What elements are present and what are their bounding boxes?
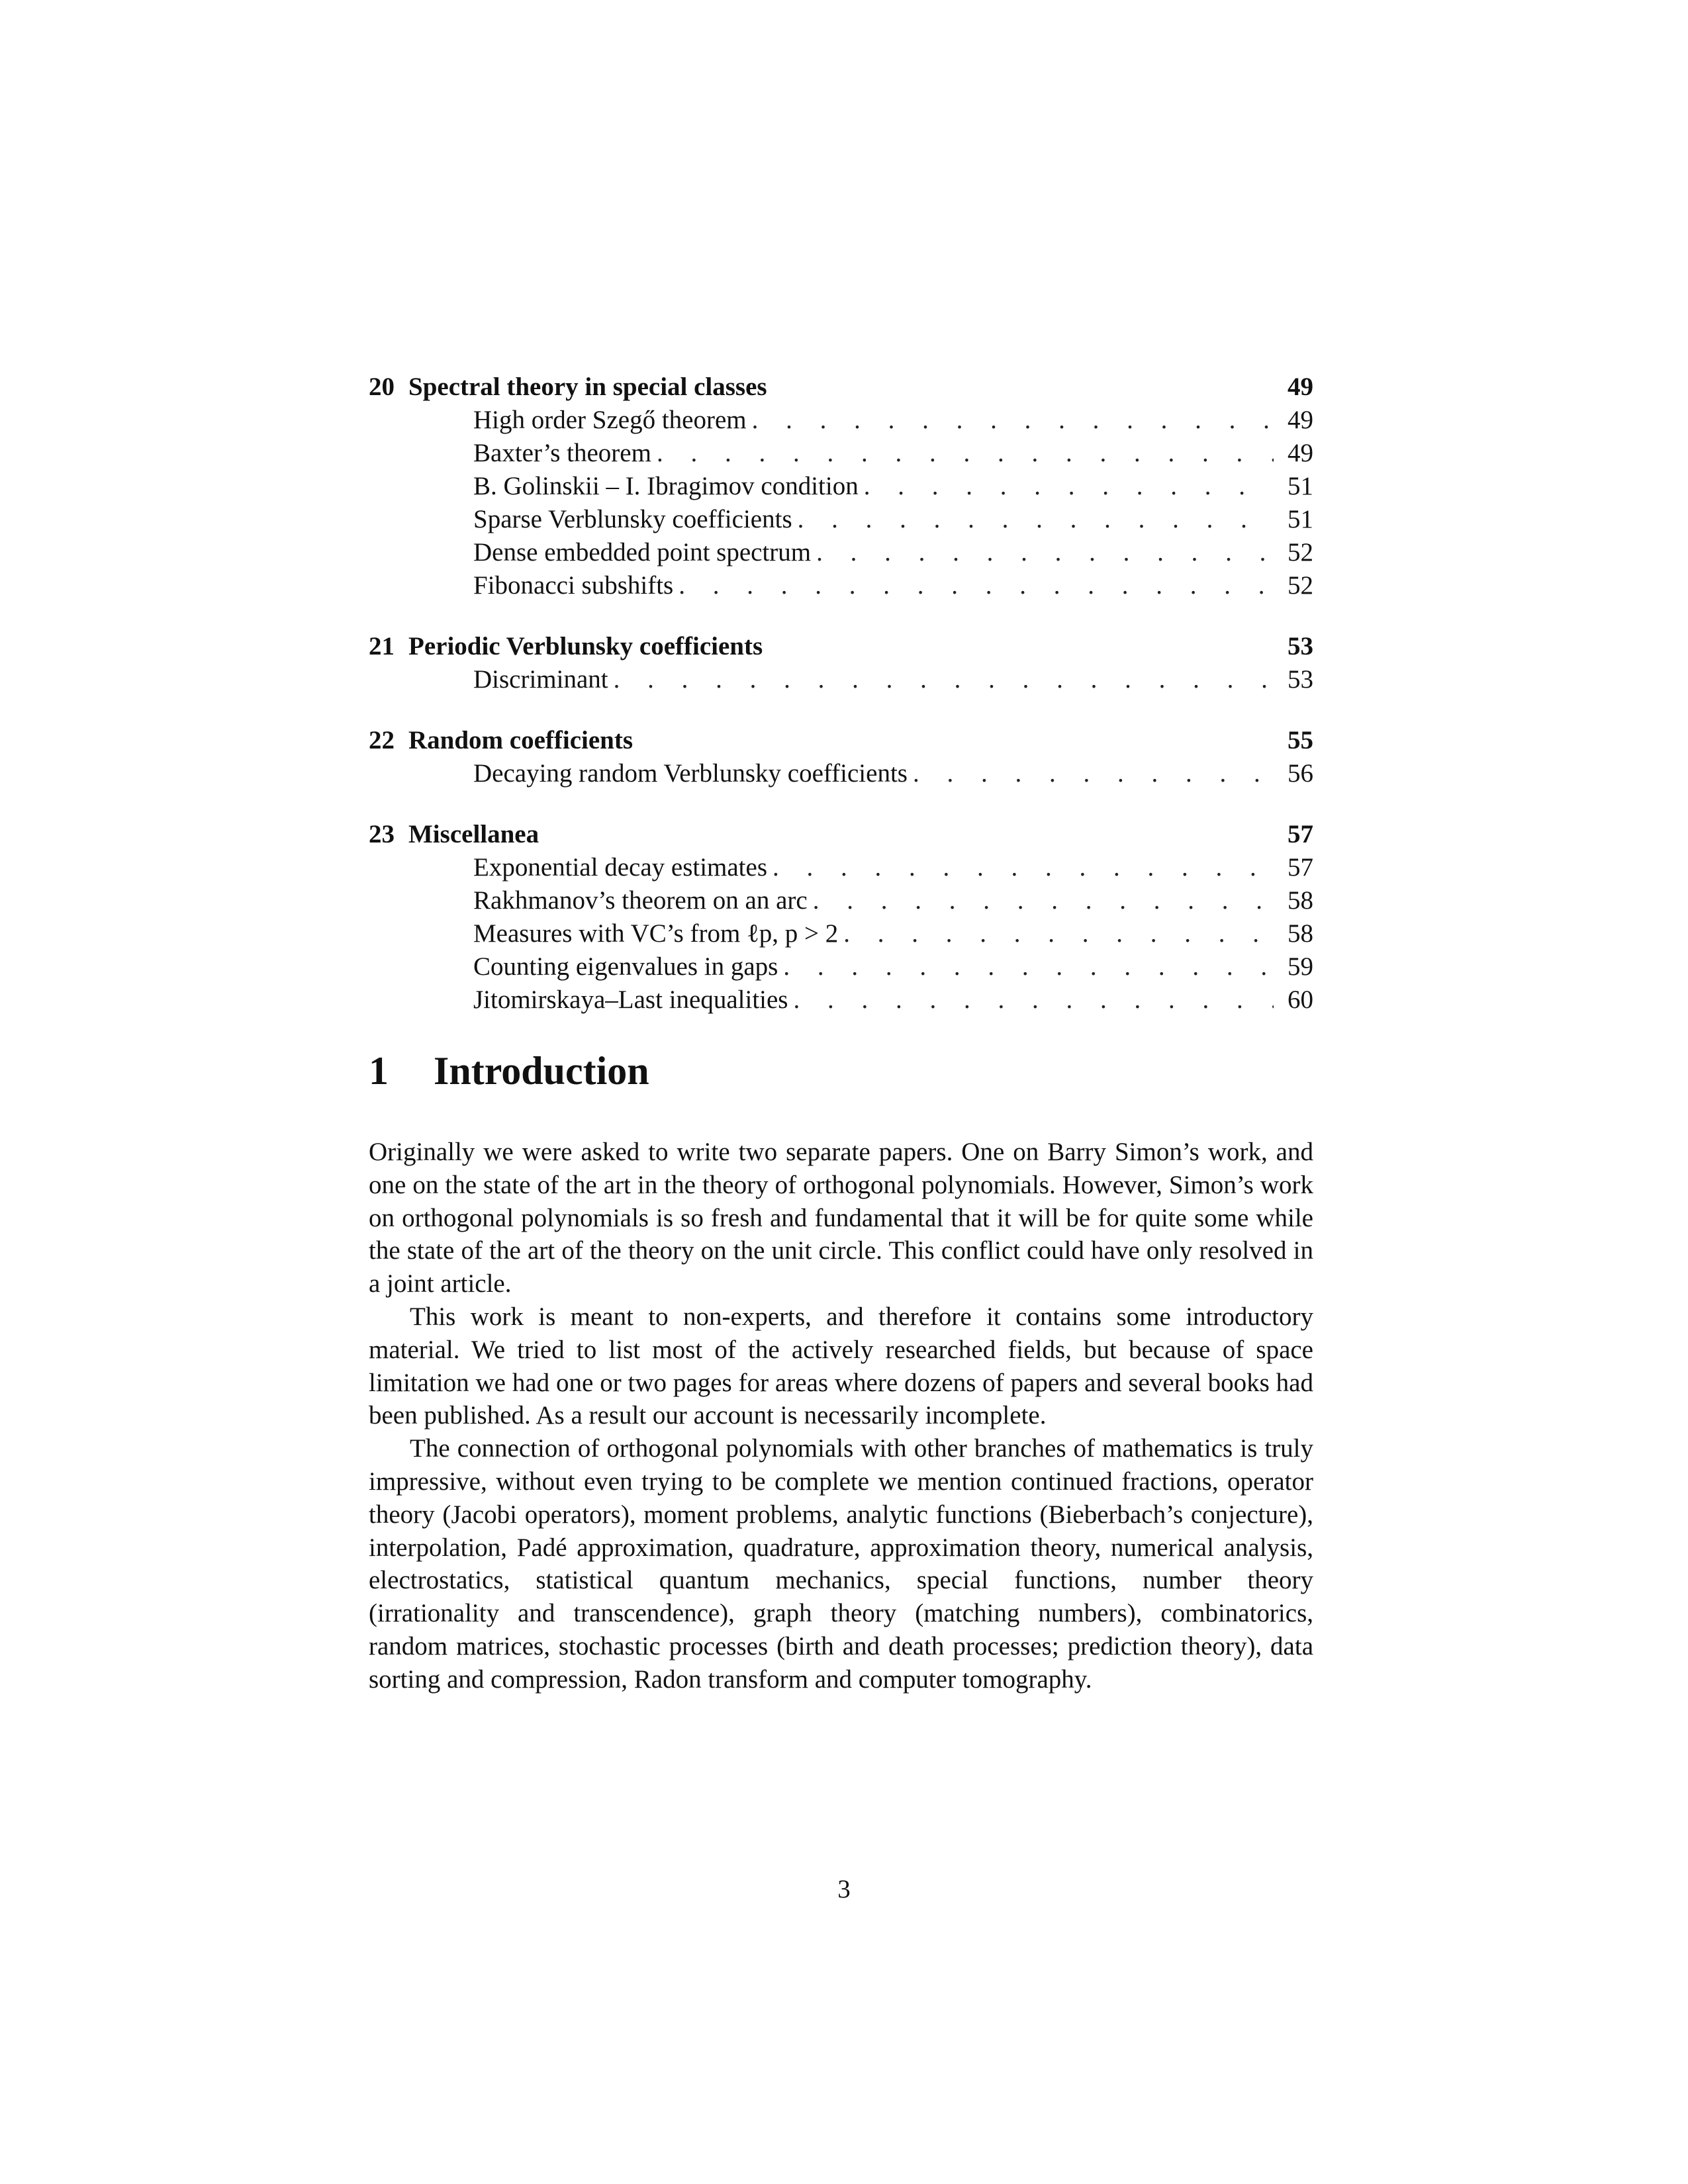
toc-leader-dots [614,663,1274,696]
toc-entry[interactable] [369,437,1313,470]
section-title: Introduction [434,1049,649,1093]
toc-section [369,630,1313,696]
toc-section-heading[interactable] [369,724,1313,757]
toc-entry-title: Measures with VC’s from ℓp, p > 2 [473,919,839,948]
page-number: 3 [837,1875,851,1903]
toc-leader-dots [679,569,1274,602]
toc-section-title: Miscellanea [408,820,539,848]
toc-section [369,371,1313,602]
toc-leader-dots [813,884,1274,917]
toc-entry[interactable] [369,404,1313,437]
toc-entry[interactable] [369,917,1313,950]
toc-entry[interactable] [369,536,1313,569]
toc-leader-dots [773,851,1274,884]
toc-section-page: 53 [1288,632,1313,660]
page-content [369,371,1313,1696]
toc-section-page: 49 [1288,373,1313,401]
paragraph: The connection of orthogonal polynomials with other branches of mathematics is truly impressive, without even trying to be complete we mention continued fractions, operator theory (Jacobi operators), moment problems, analytic functions (Bieberbach’s conjecture), interpolation, Padé approximation, quadrature, approximation theory, numerical analysis, electrostatics, statistical quantum mechanics, special functions, number theory (irrationality and transcendence), graph theory (matching numbers), combinatorics, random matrices, stochastic processes (birth and death processes; prediction theory), data sorting and compression, Radon transform and computer tomography. [369,1434,1313,1694]
toc-entry[interactable] [369,884,1313,917]
toc-entry-title: Discriminant [473,665,608,694]
toc-section-number: 23 [369,820,395,848]
toc-entry-page: 49 [1288,406,1313,434]
toc-section-page: 57 [1288,820,1313,848]
toc-entry-title: Jitomirskaya–Last inequalities [473,985,788,1014]
toc-entry-page: 57 [1288,853,1313,882]
toc-leader-dots [752,404,1274,437]
toc-leader-dots [864,470,1274,503]
paragraph: This work is meant to non-experts, and therefore it contains some introductory material. We tried to list most of the actively researched fields, but because of space limitation we had one or two pages for areas where dozens of papers and several books had been published. As a result our account is necessarily incomplete. [369,1302,1313,1430]
toc-leader-dots [913,757,1274,790]
toc-entry-page: 53 [1288,665,1313,694]
toc-section-number: 21 [369,632,395,660]
toc-leader-dots [657,437,1274,470]
toc-entry-title: Dense embedded point spectrum [473,538,812,567]
toc-entry[interactable] [369,663,1313,696]
toc-section-title: Spectral theory in special classes [408,373,767,401]
table-of-contents [369,371,1313,1017]
toc-section-page: 55 [1288,726,1313,754]
toc-section [369,724,1313,790]
toc-entry-page: 60 [1288,985,1313,1014]
toc-section-heading[interactable] [369,630,1313,663]
toc-entry-page: 52 [1288,538,1313,567]
toc-entry-title: Sparse Verblunsky coefficients [473,505,792,533]
toc-entry-page: 59 [1288,952,1313,981]
toc-entry[interactable] [369,470,1313,503]
toc-entry-page: 56 [1288,759,1313,788]
toc-entry[interactable] [369,569,1313,602]
toc-entry-title: Baxter’s theorem [473,439,651,467]
toc-section-heading[interactable] [369,818,1313,851]
toc-entry-title: Fibonacci subshifts [473,571,674,600]
toc-section-title: Random coefficients [408,726,633,754]
toc-entry-title: High order Szegő theorem [473,406,747,434]
toc-entry-page: 58 [1288,886,1313,915]
toc-entry-page: 51 [1288,472,1313,500]
toc-entry-title: Counting eigenvalues in gaps [473,952,778,981]
toc-leader-dots [798,503,1274,536]
section-heading-introduction [369,1044,1313,1097]
toc-section [369,818,1313,1017]
toc-section-title: Periodic Verblunsky coefficients [408,632,763,660]
toc-section-heading[interactable] [369,371,1313,404]
toc-leader-dots [816,536,1274,569]
toc-entry-page: 49 [1288,439,1313,467]
toc-section-number: 20 [369,373,395,401]
toc-entry[interactable] [369,503,1313,536]
section-number: 1 [369,1049,389,1093]
toc-entry[interactable] [369,983,1313,1017]
toc-entry-page: 51 [1288,505,1313,533]
toc-entry[interactable] [369,851,1313,884]
toc-entry-page: 58 [1288,919,1313,948]
toc-entry-title: B. Golinskii – I. Ibragimov condition [473,472,859,500]
toc-entry-page: 52 [1288,571,1313,600]
toc-leader-dots [783,950,1274,983]
toc-entry[interactable] [369,757,1313,790]
toc-leader-dots [793,983,1274,1017]
toc-entry-title: Decaying random Verblunsky coefficients [473,759,908,788]
paragraph: Originally we were asked to write two separate papers. One on Barry Simon’s work, and one on the state of the art in the theory of orthogonal polynomials. However, Simon’s work on orthogonal polynomials is so fresh and fundamental that it will be for quite some while the state of the art of the theory on the unit circle. This conflict could have only resolved in a joint article. [369,1138,1313,1298]
toc-entry-title: Exponential decay estimates [473,853,768,882]
toc-section-number: 22 [369,726,395,754]
toc-leader-dots [843,917,1274,950]
introduction-body [369,1136,1313,1696]
toc-entry-title: Rakhmanov’s theorem on an arc [473,886,808,915]
toc-entry[interactable] [369,950,1313,983]
